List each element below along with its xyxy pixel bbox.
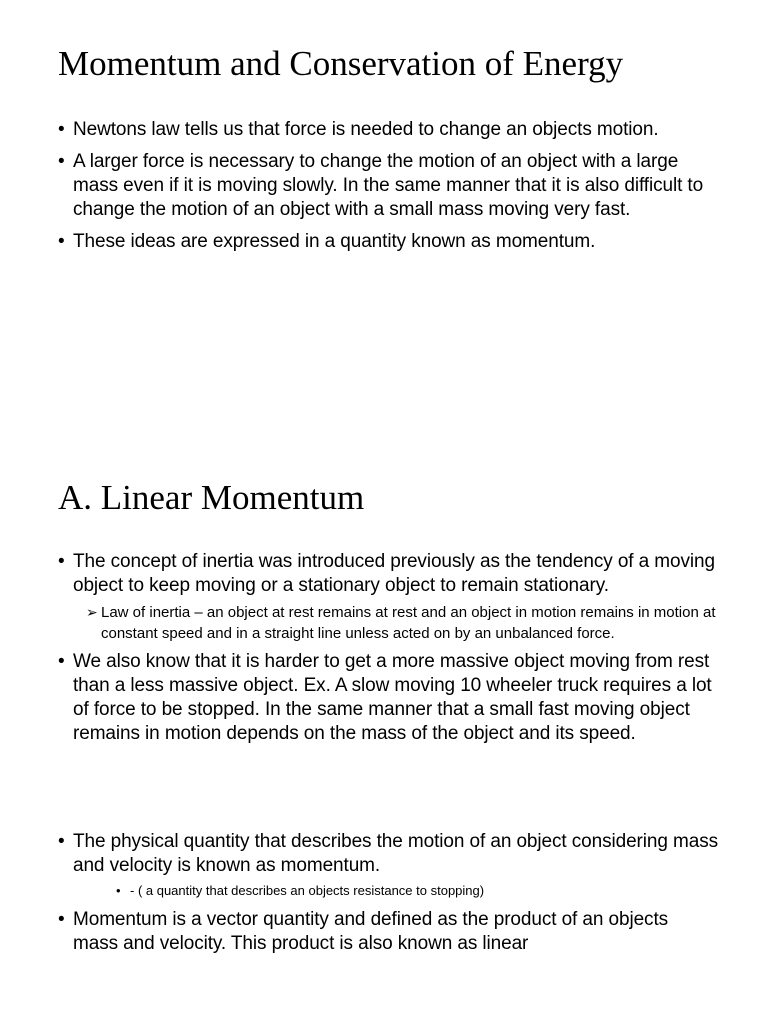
bullet-larger-force: • A larger force is necessary to change the motion of an object with a large mass even if it is moving slowly. In the same manner that it is also difficult to change the motion of an object with a small mass moving very fast. bbox=[58, 150, 718, 222]
sub-sub-bullet-resistance: • - ( a quantity that describes an objects resistance to stopping) bbox=[116, 882, 718, 900]
slide-title: Momentum and Conservation of Energy bbox=[58, 44, 624, 83]
bullet-vector-quantity: • Momentum is a vector quantity and defined as the product of an objects mass and velocity. This product is also known as linear bbox=[58, 908, 718, 956]
bullet-physical-quantity: • The physical quantity that describes the motion of an object considering mass and velocity is known as momentum. bbox=[58, 830, 718, 878]
bullet-newtons-law: • Newtons law tells us that force is needed to change an objects motion. bbox=[58, 118, 718, 142]
bullet-list bbox=[58, 118, 718, 262]
bullet-concept-of-inertia: • The concept of inertia was introduced previously as the tendency of a moving object to keep moving or a stationary object to remain stationary. bbox=[58, 550, 718, 598]
bullet-list bbox=[58, 550, 718, 964]
bullet-momentum-quantity: • These ideas are expressed in a quantity known as momentum. bbox=[58, 230, 718, 254]
sub-bullet-law-of-inertia: ➢ Law of inertia – an object at rest remains at rest and an object in motion remains in motion at constant speed and in a straight line unless acted on by an unbalanced force. bbox=[86, 602, 718, 644]
slide-momentum-conservation bbox=[0, 0, 768, 440]
spacer bbox=[58, 754, 718, 830]
slide-linear-momentum bbox=[0, 440, 768, 1024]
slide-title: A. Linear Momentum bbox=[58, 478, 365, 517]
bullet-massive-object: • We also know that it is harder to get a more massive object moving from rest than a less massive object. Ex. A slow moving 10 wheeler truck requires a lot of force to be stopped. In the same manner that a small fast moving object remains in motion depends on the mass of the object and its speed. bbox=[58, 650, 718, 746]
